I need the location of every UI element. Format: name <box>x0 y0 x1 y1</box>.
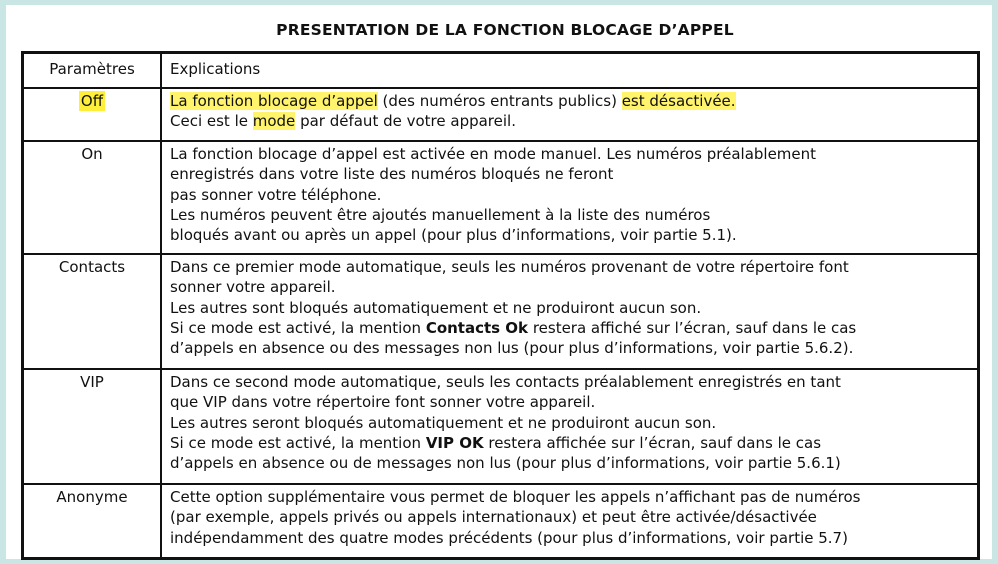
text-segment: par défaut de votre appareil. <box>295 112 516 131</box>
explanation-line: Cette option supplémentaire vous permet de bloquer les appels n’affichant pas de numéros <box>170 488 861 506</box>
header-explanation: Explications <box>161 53 978 88</box>
text-segment: Si ce mode est activé, la mention <box>170 318 426 337</box>
param-cell-vip: VIP <box>23 369 161 484</box>
table-header-row <box>23 53 978 88</box>
highlighted-text: mode <box>252 112 296 131</box>
param-label-off: Off <box>80 92 104 110</box>
highlighted-text: est désactivée. <box>621 92 736 110</box>
table-row-vip <box>23 369 978 484</box>
explanation-line: Dans ce second mode automatique, seuls les contacts préalablement enregistrés en tant <box>170 373 841 391</box>
table-row-off <box>23 88 978 141</box>
explanation-line: enregistrés dans votre liste des numéros bloqués ne feront <box>170 165 614 184</box>
explanation-line: d’appels en absence ou de messages non lus (pour plus d’informations, voir partie 5.6.1) <box>170 454 841 473</box>
text-segment: restera affichée sur l’écran, sauf dans le cas <box>483 433 822 452</box>
text-segment: (des numéros entrants publics) <box>377 92 622 110</box>
explanation-line: La fonction blocage d’appel est activée en mode manuel. Les numéros préalablement <box>170 145 817 163</box>
explanation-line <box>170 318 969 338</box>
explanation-line: indépendamment des quatre modes précédents (pour plus d’informations, voir partie 5.7) <box>170 528 848 547</box>
explanation-line: Les autres sont bloqués automatiquement et ne produiront aucun son. <box>170 298 702 317</box>
explanation-cell-anonyme <box>161 484 978 558</box>
text-segment: restera affiché sur l’écran, sauf dans le cas <box>528 318 857 337</box>
highlighted-text: La fonction blocage d’appel <box>170 92 378 110</box>
explanation-line: sonner votre appareil. <box>170 278 336 297</box>
table-row-contacts <box>23 254 978 369</box>
header-param: Paramètres <box>23 53 161 88</box>
table-row-anonyme <box>23 484 978 558</box>
document-title: PRESENTATION DE LA FONCTION BLOCAGE D’APPEL <box>276 21 734 39</box>
explanation-line <box>170 111 969 131</box>
table-row-on <box>23 141 978 254</box>
explanation-line: Les autres seront bloqués automatiquement et ne produiront aucun son. <box>170 413 717 432</box>
explanation-line: (par exemple, appels privés ou appels internationaux) et peut être activée/désactivée <box>170 508 817 527</box>
param-cell-anonyme: Anonyme <box>23 484 161 558</box>
explanation-line: bloqués avant ou après un appel (pour plus d’informations, voir partie 5.1). <box>170 226 737 245</box>
bold-mention: Contacts Ok <box>425 318 529 337</box>
explanation-line <box>170 91 969 111</box>
param-cell-contacts: Contacts <box>23 254 161 369</box>
param-cell-off <box>23 88 161 141</box>
explanation-line: pas sonner votre téléphone. <box>170 185 382 204</box>
explanation-line: Dans ce premier mode automatique, seuls les numéros provenant de votre répertoire font <box>170 258 849 276</box>
explanation-cell-off <box>161 88 978 141</box>
explanation-line: d’appels en absence ou des messages non lus (pour plus d’informations, voir partie 5.6.2). <box>170 339 854 358</box>
explanation-line: Les numéros peuvent être ajoutés manuellement à la liste des numéros <box>170 205 711 224</box>
bold-mention: VIP OK <box>425 433 484 452</box>
blocking-function-table <box>21 51 980 560</box>
explanation-cell-contacts <box>161 254 978 369</box>
explanation-cell-on <box>161 141 978 254</box>
param-cell-on: On <box>23 141 161 254</box>
explanation-line <box>170 433 969 453</box>
text-segment: Ceci est le <box>170 112 253 131</box>
text-segment: Si ce mode est activé, la mention <box>170 433 426 452</box>
explanation-line: que VIP dans votre répertoire font sonner votre appareil. <box>170 393 596 412</box>
explanation-cell-vip <box>161 369 978 484</box>
